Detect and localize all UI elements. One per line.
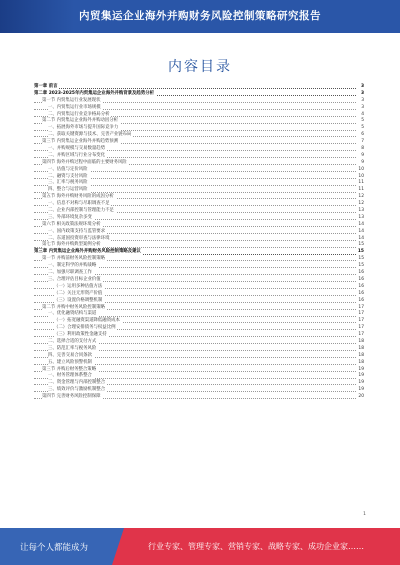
toc-entry-label: 第四节 海外并购过程中面临的主要财务风险 (42, 159, 127, 165)
toc-entry-label: （二）关注无形资产价值 (54, 290, 103, 296)
toc-entry-page: 12 (358, 194, 364, 200)
toc-entry-page: 11 (358, 180, 364, 186)
toc-entry-page: 19 (358, 366, 364, 372)
toc-leader-dots (34, 88, 356, 89)
toc-entry-label: 第三节 并购后财务整合策略 (42, 366, 97, 372)
toc-entry-label: 二、并购区域与行业分布变化 (48, 152, 106, 158)
toc-entry-page: 17 (358, 318, 364, 324)
toc-entry-label: 第二节 并购中财务风险控制策略 (42, 304, 105, 310)
toc-entry[interactable] (34, 394, 364, 401)
toc-entry-page: 14 (358, 221, 364, 227)
toc-entry[interactable] (34, 298, 364, 305)
toc-entry-label: 一、并购规模与交易数量趋势 (48, 146, 106, 152)
toc-entry-page: 20 (358, 394, 364, 400)
toc-entry-page: 17 (358, 325, 364, 331)
toc-entry-page: 15 (358, 263, 364, 269)
toc-entry-page: 3 (360, 84, 364, 89)
toc-entry-label: 第五节 海外并购财务风险的成因分析 (42, 194, 114, 200)
toc-entry-label: 三、绩效评价与激励机制整合 (48, 387, 106, 393)
toc-heading: 内容目录 (168, 59, 232, 75)
toc-entry-label: 三、合理评估目标企业价值 (48, 276, 101, 282)
toc-entry-page: 17 (358, 332, 364, 338)
toc-entry-page: 15 (358, 256, 364, 262)
toc-entry[interactable] (34, 84, 364, 91)
toc-entry-label: 二、内贸集运行业竞争格局分析 (48, 111, 110, 117)
toc-entry-label: 三、外部环境复杂多变 (48, 214, 92, 220)
toc-entry-page: 5 (361, 125, 364, 131)
toc-entry-page: 14 (358, 228, 364, 234)
toc-entry-page: 13 (358, 214, 364, 220)
toc-entry-page: 18 (358, 338, 364, 344)
toc-entry-page: 17 (358, 311, 364, 317)
toc-entry[interactable] (34, 346, 364, 353)
toc-entry-label: 第一节 并购前财务风险控制策略 (42, 256, 105, 262)
report-header (0, 0, 400, 33)
toc-entry-label: 一、国内政策支持与监管要求 (48, 228, 106, 234)
toc-entry-page: 14 (358, 235, 364, 241)
toc-entry[interactable] (34, 215, 364, 222)
toc-entry-page: 18 (358, 345, 364, 351)
toc-entry-label: 第二章 2023-2025年内贸集运企业海外并购背景及趋势分析 (34, 90, 154, 96)
toc-entry-page: 10 (358, 166, 364, 172)
toc-entry-label: 一、制定科学的并购战略 (48, 263, 97, 269)
footer-slogan: 让每个人都能成为 (20, 543, 89, 553)
toc-entry-page: 6 (361, 132, 364, 138)
toc-entry-label: 第七节 海外并购典型案例分析 (42, 242, 101, 248)
toc-entry-page: 5 (361, 118, 364, 124)
toc-entry[interactable] (34, 105, 364, 112)
toc-entry-page: 18 (358, 352, 364, 358)
toc-entry-label: （三）设置价格调整机制 (54, 297, 103, 303)
toc-entry-page: 9 (361, 152, 364, 158)
toc-entry-page: 13 (358, 208, 364, 214)
toc-entry[interactable] (34, 353, 364, 360)
toc-entry[interactable] (34, 277, 364, 284)
toc-entry-label: 第四节 完善财务风险控制保障 (42, 394, 101, 400)
toc-entry-label: 第一章 前言 (34, 84, 58, 89)
toc-entry-page: 17 (358, 304, 364, 310)
toc-entry-label: （三）利用政策性金融支持 (54, 332, 107, 338)
toc-entry-label: 一、优化融资结构与渠道 (48, 311, 97, 317)
toc-entry[interactable] (34, 263, 364, 270)
toc-entry-label: 一、估值与定价风险 (48, 166, 88, 172)
toc-entry[interactable] (34, 98, 364, 105)
toc-entry-page: 9 (361, 159, 364, 165)
toc-entry-label: 二、获取关键资源与技术、完善产业链布局 (48, 132, 132, 138)
toc-entry-page: 3 (361, 97, 364, 103)
toc-entry[interactable] (34, 229, 364, 236)
toc-entry-label: 三、汇率与税务风险 (48, 180, 88, 186)
toc-entry-label: （一）拓宽融资渠道降低融资成本 (54, 318, 120, 324)
toc-entry-page: 15 (357, 249, 364, 255)
toc-entry-page: 3 (360, 90, 364, 96)
toc-entry-page: 15 (358, 242, 364, 248)
toc-entry-page: 16 (358, 297, 364, 303)
toc-entry-page: 7 (361, 139, 364, 145)
toc-entry-label: （二）合理安排债务与权益比例 (54, 325, 116, 331)
toc-entry-page: 16 (358, 270, 364, 276)
toc-entry-page: 16 (358, 290, 364, 296)
toc-entry-page: 19 (358, 380, 364, 386)
footer-banner (0, 528, 400, 565)
toc-entry[interactable] (34, 167, 364, 174)
toc-entry[interactable] (34, 153, 364, 160)
toc-entry[interactable] (34, 208, 364, 215)
toc-entry-label: （一）运用多种估值方法 (54, 283, 103, 289)
toc-entry[interactable] (34, 222, 364, 229)
toc-entry-label: 四、整合与运营风险 (48, 187, 88, 193)
toc-entry[interactable] (34, 339, 364, 346)
report-title: 内贸集运企业海外并购财务风险控制策略研究报告 (79, 10, 321, 22)
toc-entry[interactable] (34, 291, 364, 298)
toc-entry[interactable] (34, 146, 364, 153)
toc-entry-page: 19 (358, 387, 364, 393)
toc-entry-label: 二、选择合适的支付方式 (48, 338, 97, 344)
toc-entry-label: 第二节 内贸集运企业海外并购动因分析 (42, 118, 119, 124)
toc-entry-page: 12 (358, 201, 364, 207)
toc-entry-label: 一、财务管理体系整合 (48, 373, 92, 379)
toc-entry-page: 16 (358, 283, 364, 289)
toc-entry[interactable] (34, 332, 364, 339)
toc-entry-label: 二、企业内部控制与管理能力不足 (48, 208, 114, 214)
table-of-contents (34, 84, 364, 401)
toc-entry-label: 二、东道国投资审查与法律环境 (48, 235, 110, 241)
toc-entry-page: 11 (358, 187, 364, 193)
toc-entry-label: 一、内贸集运行业市场规模 (48, 104, 101, 110)
toc-entry-label: 第六节 相关政策法规环境分析 (42, 221, 101, 227)
toc-entry-label: 二、加强尽职调查工作 (48, 270, 92, 276)
toc-entry[interactable] (34, 201, 364, 208)
toc-entry-label: 第一节 内贸集运行业发展现状 (42, 97, 101, 103)
toc-entry-label: 五、建立风险预警机制 (48, 359, 92, 365)
toc-entry-page: 3 (361, 104, 364, 110)
toc-entry[interactable] (34, 139, 364, 146)
toc-entry-page: 19 (358, 373, 364, 379)
toc-entry-label: 一、信息不对称与尽职调查不足 (48, 201, 110, 207)
footer-tags: 行业专家、管理专家、营销专家、战略专家、成功企业家…… (148, 542, 364, 551)
toc-entry[interactable] (34, 91, 364, 98)
toc-entry-page: 10 (358, 173, 364, 179)
toc-entry-page: 4 (361, 111, 364, 117)
toc-entry-label: 第三节 内贸集运企业海外并购趋势预测 (42, 139, 119, 145)
toc-entry-page: 8 (361, 146, 364, 152)
toc-entry-label: 三、防范汇率与税务风险 (48, 345, 97, 351)
toc-entry-page: 16 (358, 276, 364, 282)
page-number: 1 (363, 512, 366, 517)
toc-entry-label: 第三章 内贸集运企业海外并购财务风险控制策略及建议 (34, 249, 141, 255)
toc-entry-label: 二、融资与支付风险 (48, 173, 88, 179)
toc-entry[interactable] (34, 360, 364, 367)
toc-entry-label: 四、完善交易合同条款 (48, 352, 92, 358)
toc-entry-label: 二、资金管理与内部控制整合 (48, 380, 106, 386)
toc-entry-page: 18 (358, 359, 364, 365)
toc-entry[interactable] (34, 160, 364, 167)
toc-entry-label: 一、拓展海外市场与提升国际竞争力 (48, 125, 119, 131)
toc-entry[interactable] (34, 270, 364, 277)
toc-entry[interactable] (34, 284, 364, 291)
